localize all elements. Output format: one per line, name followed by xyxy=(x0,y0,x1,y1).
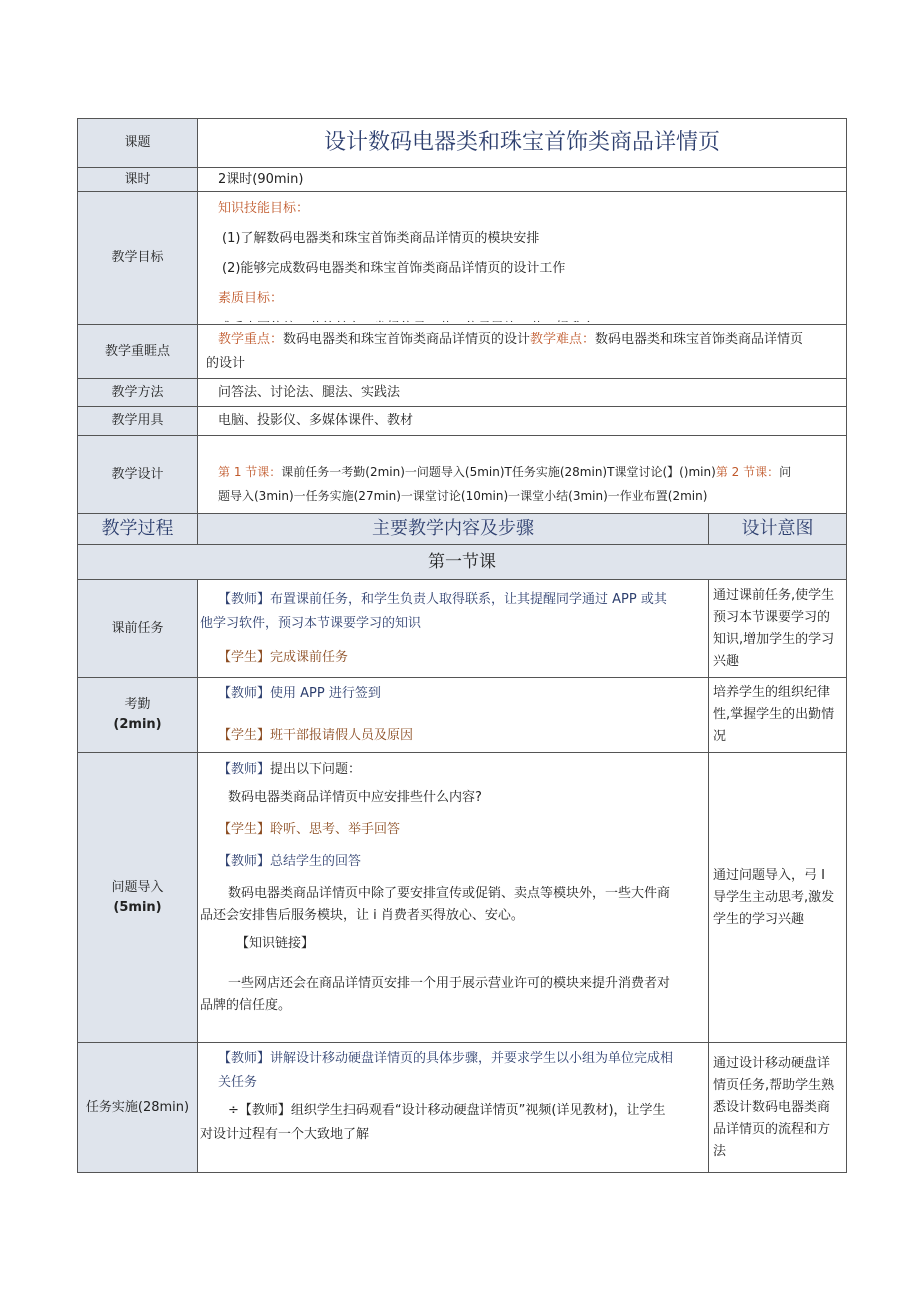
teacher-text-cont: 他学习软件，预习本节课要学习的知识 xyxy=(200,615,422,631)
key-point-prefix: 教学重点： xyxy=(218,331,284,347)
intro-content xyxy=(198,753,709,1043)
tools-value: 电脑、投影仪、多媒体课件、教材 xyxy=(198,407,847,436)
intro-paragraph-cont: 品还会安排售后服务模块，让 i 肖费者买得放心、安心。 xyxy=(200,908,524,923)
student-text: 完成课前任务 xyxy=(270,649,349,665)
intro-paragraph-cont: 品牌的信任度。 xyxy=(200,998,292,1013)
attendance-intent: 培养学生的组织纪律性,掌握学生的出勤情况 xyxy=(709,678,847,753)
attendance-label: 考勤 xyxy=(124,697,151,712)
topic-label: 课题 xyxy=(78,119,198,168)
hours-label: 课时 xyxy=(78,168,198,192)
teacher-tag: 【教师】 xyxy=(218,854,271,869)
hours-value: 2课时(90min) xyxy=(198,168,847,192)
design-session2-prefix: 第 2 节课： xyxy=(715,464,780,479)
key-points-label: 教学重睚点 xyxy=(78,325,198,379)
intro-label: 问题导入 xyxy=(111,879,164,895)
difficulty-text: 数码电器类和珠宝首饰类商品详情页 xyxy=(595,331,804,347)
attendance-time: (2min) xyxy=(113,717,162,732)
design-session2-a: 问 xyxy=(779,464,792,479)
goal-item: (1)了解数码电器类和珠宝首饰类商品详情页的模块安排 xyxy=(222,231,540,246)
method-value: 问答法、讨论法、腿法、实践法 xyxy=(198,379,847,407)
student-tag: 【学生】 xyxy=(218,822,271,837)
col-header-content: 主要教学内容及步骤 xyxy=(198,514,709,545)
difficulty-prefix: 教学难点： xyxy=(530,331,596,347)
row-label-attendance xyxy=(78,678,198,753)
teacher-text: 总结学生的回答 xyxy=(270,854,362,869)
pre-task-content xyxy=(198,580,709,678)
teacher-text: 使用 APP 进行签到 xyxy=(270,686,381,701)
teacher-text: 提出以下问题： xyxy=(270,762,362,777)
lesson-table xyxy=(77,118,847,1173)
student-tag: 【学生】 xyxy=(218,649,271,665)
knowledge-goal-title: 知识技能目标： xyxy=(218,201,310,216)
design-label: 教学设计 xyxy=(78,436,198,514)
intro-time: (5min) xyxy=(113,899,162,915)
row-label-task: 任务实施(28min) xyxy=(78,1043,198,1173)
design-session1: 课前任务一考勤(2min)一问题导入(5min)T任务实施(28min)T课堂讨论(】()min) xyxy=(281,464,716,479)
goals-label: 教学目标 xyxy=(78,192,198,325)
teacher-tag: 【教师】 xyxy=(218,591,271,607)
student-tag: 【学生】 xyxy=(218,728,271,743)
tools-label: 教学用具 xyxy=(78,407,198,436)
teacher-text: 布置课前任务，和学生负责人取得联系，让其提醒同学通过 APP 或其 xyxy=(270,591,667,607)
pre-task-intent: 通过课前任务,使学生预习本节课要学习的知识,增加学生的学习兴趣 xyxy=(709,580,847,678)
teacher-tag: 【教师】 xyxy=(218,1051,271,1066)
intro-question: 数码电器类商品详情页中应安排些什么内容? xyxy=(228,790,482,805)
knowledge-link: 【知识链接】 xyxy=(236,936,315,951)
student-text: 班干部报请假人员及原因 xyxy=(270,728,414,743)
task-content xyxy=(198,1043,709,1173)
teacher-text: 组织学生扫码观看“设计移动硬盘详情页”视频(详见教材)，让学生 xyxy=(290,1103,666,1118)
teacher-tag: 【教师】 xyxy=(218,762,271,777)
difficulty-tail: 的设计 xyxy=(206,355,246,371)
intro-paragraph: 一些网店还会在商品详情页安排一个用于展示营业许可的模块来提升消费者对 xyxy=(228,976,671,991)
page-title: 设计数码电器类和珠宝首饰类商品详情页 xyxy=(198,119,847,168)
row-label-intro xyxy=(78,753,198,1043)
teacher-text: 讲解设计移动硬盘详情页的具体步骤，并要求学生以小组为单位完成相 xyxy=(270,1051,674,1066)
goal-item: (2)能够完成数码电器类和珠宝首饰类商品详情页的设计工作 xyxy=(222,261,566,276)
key-points-cell xyxy=(198,325,847,379)
teacher-text-cont: 关任务 xyxy=(218,1075,258,1090)
student-text: 聆听、思考、举手回答 xyxy=(270,822,401,837)
lesson-plan xyxy=(77,118,846,1173)
design-cell xyxy=(198,436,847,514)
quality-goal-text xyxy=(218,314,838,322)
method-label: 教学方法 xyxy=(78,379,198,407)
teacher-tag: ÷【教师】 xyxy=(228,1103,291,1118)
task-intent: 通过设计移动硬盘详情页任务,帮助学生熟悉设计数码电器类商品详情页的流程和方法 xyxy=(709,1043,847,1173)
teacher-tag: 【教师】 xyxy=(218,686,271,701)
col-header-process: 教学过程 xyxy=(78,514,198,545)
row-label-pre-task: 课前任务 xyxy=(78,580,198,678)
attendance-content xyxy=(198,678,709,753)
quality-goal-title: 素质目标： xyxy=(218,291,284,306)
teacher-text-cont: 对设计过程有一个大致地了解 xyxy=(200,1127,370,1142)
design-session2-b: 题导入(3min)一任务实施(27min)一课堂讨论(10min)一课堂小结(3min)一作业布置(2min) xyxy=(218,488,708,503)
intro-paragraph: 数码电器类商品详情页中除了要安排宣传或促销、卖点等模块外，一些大件商 xyxy=(228,886,671,901)
section-title: 第一节课 xyxy=(78,545,847,580)
goals-cell xyxy=(198,192,847,325)
design-session1-prefix: 第 1 节课： xyxy=(218,464,282,479)
intro-intent: 通过问题导入，弓 I 导学生主动思考,激发学生的学习兴趣 xyxy=(709,753,847,1043)
col-header-intent: 设计意图 xyxy=(709,514,847,545)
key-point-text: 数码电器类和珠宝首饰类商品详情页的设计 xyxy=(283,331,531,347)
